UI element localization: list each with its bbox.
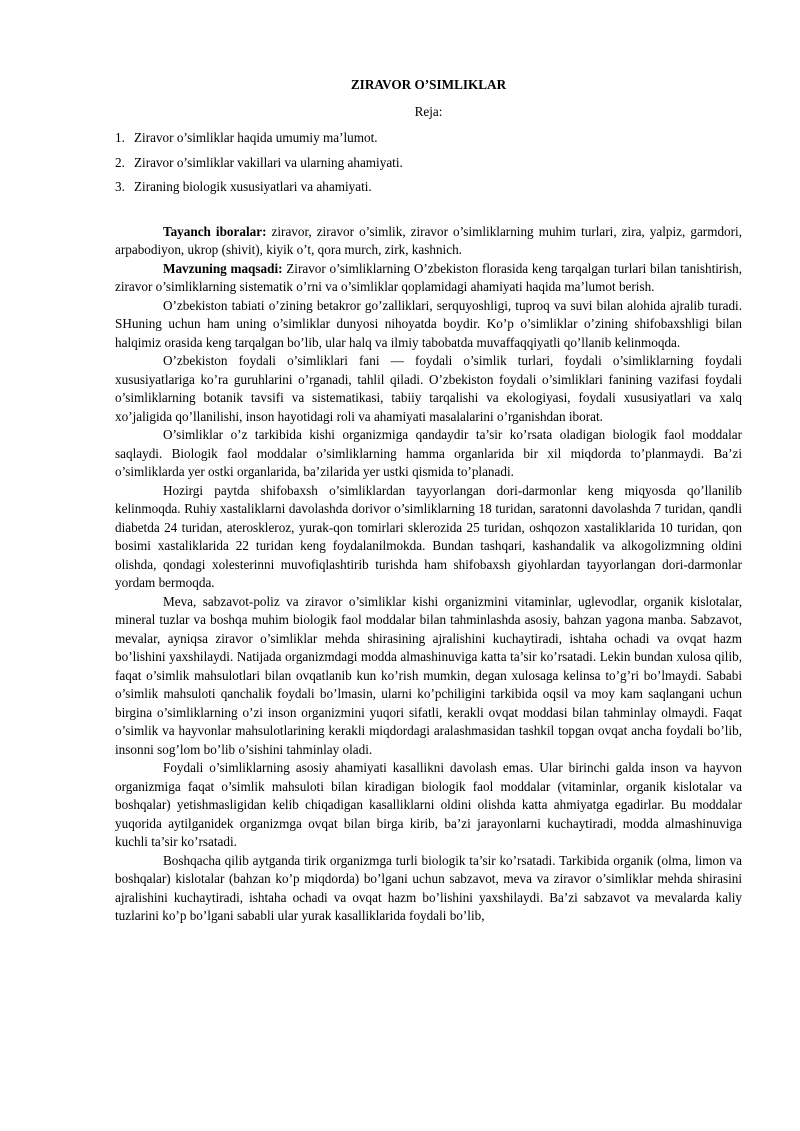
document-page	[115, 72, 742, 926]
keywords-text: ziravor, ziravor o’simlik, ziravor o’simliklarning muhim turlari, zira, yalpiz, garmdori, arpabodiyon, ukrop (shivit), kiyik o’t, qora murch, zirk, kashnich.	[115, 223, 742, 257]
plan-item	[115, 129, 742, 148]
plan-heading: Reja:	[414, 103, 443, 119]
plan-item-number: 3.	[115, 179, 125, 194]
plan-list	[115, 129, 742, 197]
body-paragraph: Foydali o’simliklarning asosiy ahamiyati kasallikni davolash emas. Ular birinchi galda inson va hayvon organizmiga faqat o’simlik mahsuloti bilan kiradigan biologik faol moddalar (vitaminlar, organik kislotalar va boshqalar) yetishmasligidan kelib chiqadigan kasalliklarni oldini olishda katta ahmiyatga egadirlar. Bu moddalar yuqorida aytilganidek organizmga ovqat bilan birga kirib, ba’zi jarayonlarni kuchaytiradi, modda almashinuviga kuchli ta’sir ko’rsatadi.	[115, 760, 742, 849]
plan-item	[115, 178, 742, 197]
plan-item-number: 2.	[115, 154, 125, 170]
plan-item-text: Ziraning biologik xususiyatlari va ahamiyati.	[134, 179, 372, 194]
keywords-label: Tayanch iboralar:	[163, 223, 267, 239]
body-paragraph: O’zbekiston tabiati o’zining betakror go’zalliklari, serquyoshligi, tuproq va suvi bilan alohida ajralib turadi. SHuning uchun ham uning o’simliklar dunyosi nihoyatda boydir. Ko’p o’simliklar o’zining shifobaxshligi bilan halqimiz orasida keng tarqalgan bo’lib, ular halq va ilmiy tabobatda muvaffaqqiyatli qo’llanib kelinmoqda.	[115, 297, 742, 350]
body-paragraph: O’simliklar o’z tarkibida kishi organizmiga qandaydir ta’sir ko’rsata oladigan biologik faol moddalar saqlaydi. Biologik faol moddalar o’simliklarning hamma organlarida bir xil miqdorda to’planmaydi. Ba’zi o’simliklarda yer ostki organlarida, ba’zilarida yer ustki qismida to’planadi.	[115, 427, 742, 479]
plan-item-text: Ziravor o’simliklar vakillari va ularning ahamiyati.	[134, 154, 403, 170]
body-paragraph: Boshqacha qilib aytganda tirik organizmga turli biologik ta’sir ko’rsatadi. Tarkibida organik (olma, limon va boshqalar) kislotalar (bahzan ko’p miqdorda) bo’lgani uchun sabzavot, meva va ziravor o’simliklar mehda shirasini ajralishini kuchaytiradi, ishtaha ochadi va ovqat hazm bo’lishini yaxshilaydi. Ba’zi sabzavot va mevalarda kaliy tuzlarini ko’p bo’lgani sababli ular yurak kasalliklarida foydali bo’lib,	[115, 852, 742, 923]
body-paragraph: Meva, sabzavot-poliz va ziravor o’simliklar kishi organizmini vitaminlar, uglevodlar, organik kislotalar, mineral tuzlar va boshqa muhim biologik faol moddalar bilan tahminlashda asosiy, bahzan yagona manba. Sabzavot, mevalar, ayniqsa ziravor o’simliklar mehda shirasining ajralishini kuchaytiradi, ishtaha ochadi va ovqat hazm bo’lishini yaxshilaydi. Natijada organizmdagi modda almashinuviga katta ta’sir ko’rsatadi. Lekin bundan xulosa qilib, faqat o’simlik mahsulotlari bilan ovqatlanib kun ko’rish mumkin, degan xulosaga kelinsa to’g’ri bo’lmaydi. Sababi o’simlik mahsuloti qanchalik foydali bo’lmasin, ularni ko’pchiligini tarkibida oqsil va moy kam saqlangani uchun birgina o’simliklarning o’zi inson organizmini yuqori sifatli, kerakli ovqat moddasi bilan tahminlay olmaydi. Faqat o’simlik va hayvonlar mahsulotlarining kerakli miqdordagi aralashmasidan tashkil topgan ovqat ancha foydali bo’lib, insonni sog’lom bo’lib o’sishini tahminlay oladi.	[115, 593, 742, 757]
body-paragraph: Hozirgi paytda shifobaxsh o’simliklardan tayyorlangan dori-darmonlar keng miqyosda qo’llanilib kelinmoqda. Ruhiy xastaliklarni davolashda dorivor o’simliklarning 18 turidan, saratonni davolashda 7 turidan, qandli diabetda 24 turidan, ateroskleroz, yurak-qon tomirlari sklerozida 25 turidan, oshqozon xastaliklarida 10 turidan, qon bosimi xastaliklarida 22 turidan keng foydalanilmokda. Bundan tashqari, kashandalik va alkogolizmning oldini olishda, qondagi xolesterinni muvofiqlashtirib turishda ham shifobaxsh giyohlardan tayyorlangan dori-darmonlar yordam bermoqda.	[115, 482, 742, 590]
plan-item	[115, 154, 742, 173]
plan-item-text: Ziravor o’simliklar haqida umumiy ma’lumot.	[134, 130, 378, 145]
goal-label: Mavzuning maqsadi:	[163, 260, 283, 276]
document-title: ZIRAVOR O’SIMLIKLAR	[350, 77, 507, 92]
plan-item-number: 1.	[115, 130, 125, 145]
keywords-paragraph	[115, 223, 742, 260]
goal-paragraph	[115, 260, 742, 297]
body-paragraph: O’zbekiston foydali o’simliklari fani — foydali o’simlik turlari, foydali o’simliklarning foydali xususiyatlariga ko’ra guruhlarini o’rganadi, tahlil qiladi. O’zbekiston foydali o’simliklari fanining vazifasi foydali o’simliklarning botanik tavsifi va sistematikasi, tabiiy tarqalishi va ekologiyasi, foydali xususiyatlari va xalq xo’jaligida qo’llanilishi, inson hayotidagi roli va ahamiyati masalalarini o’rganishdan iborat.	[115, 353, 742, 424]
goal-text: Ziravor o’simliklarning O’zbekiston florasida keng tarqalgan turlari bilan tanishtirish, ziravor o’simliklarning sistematik o’rni va o’simliklar qoplamidagi ahamiyati haqida ma’lumot berish.	[115, 260, 742, 294]
